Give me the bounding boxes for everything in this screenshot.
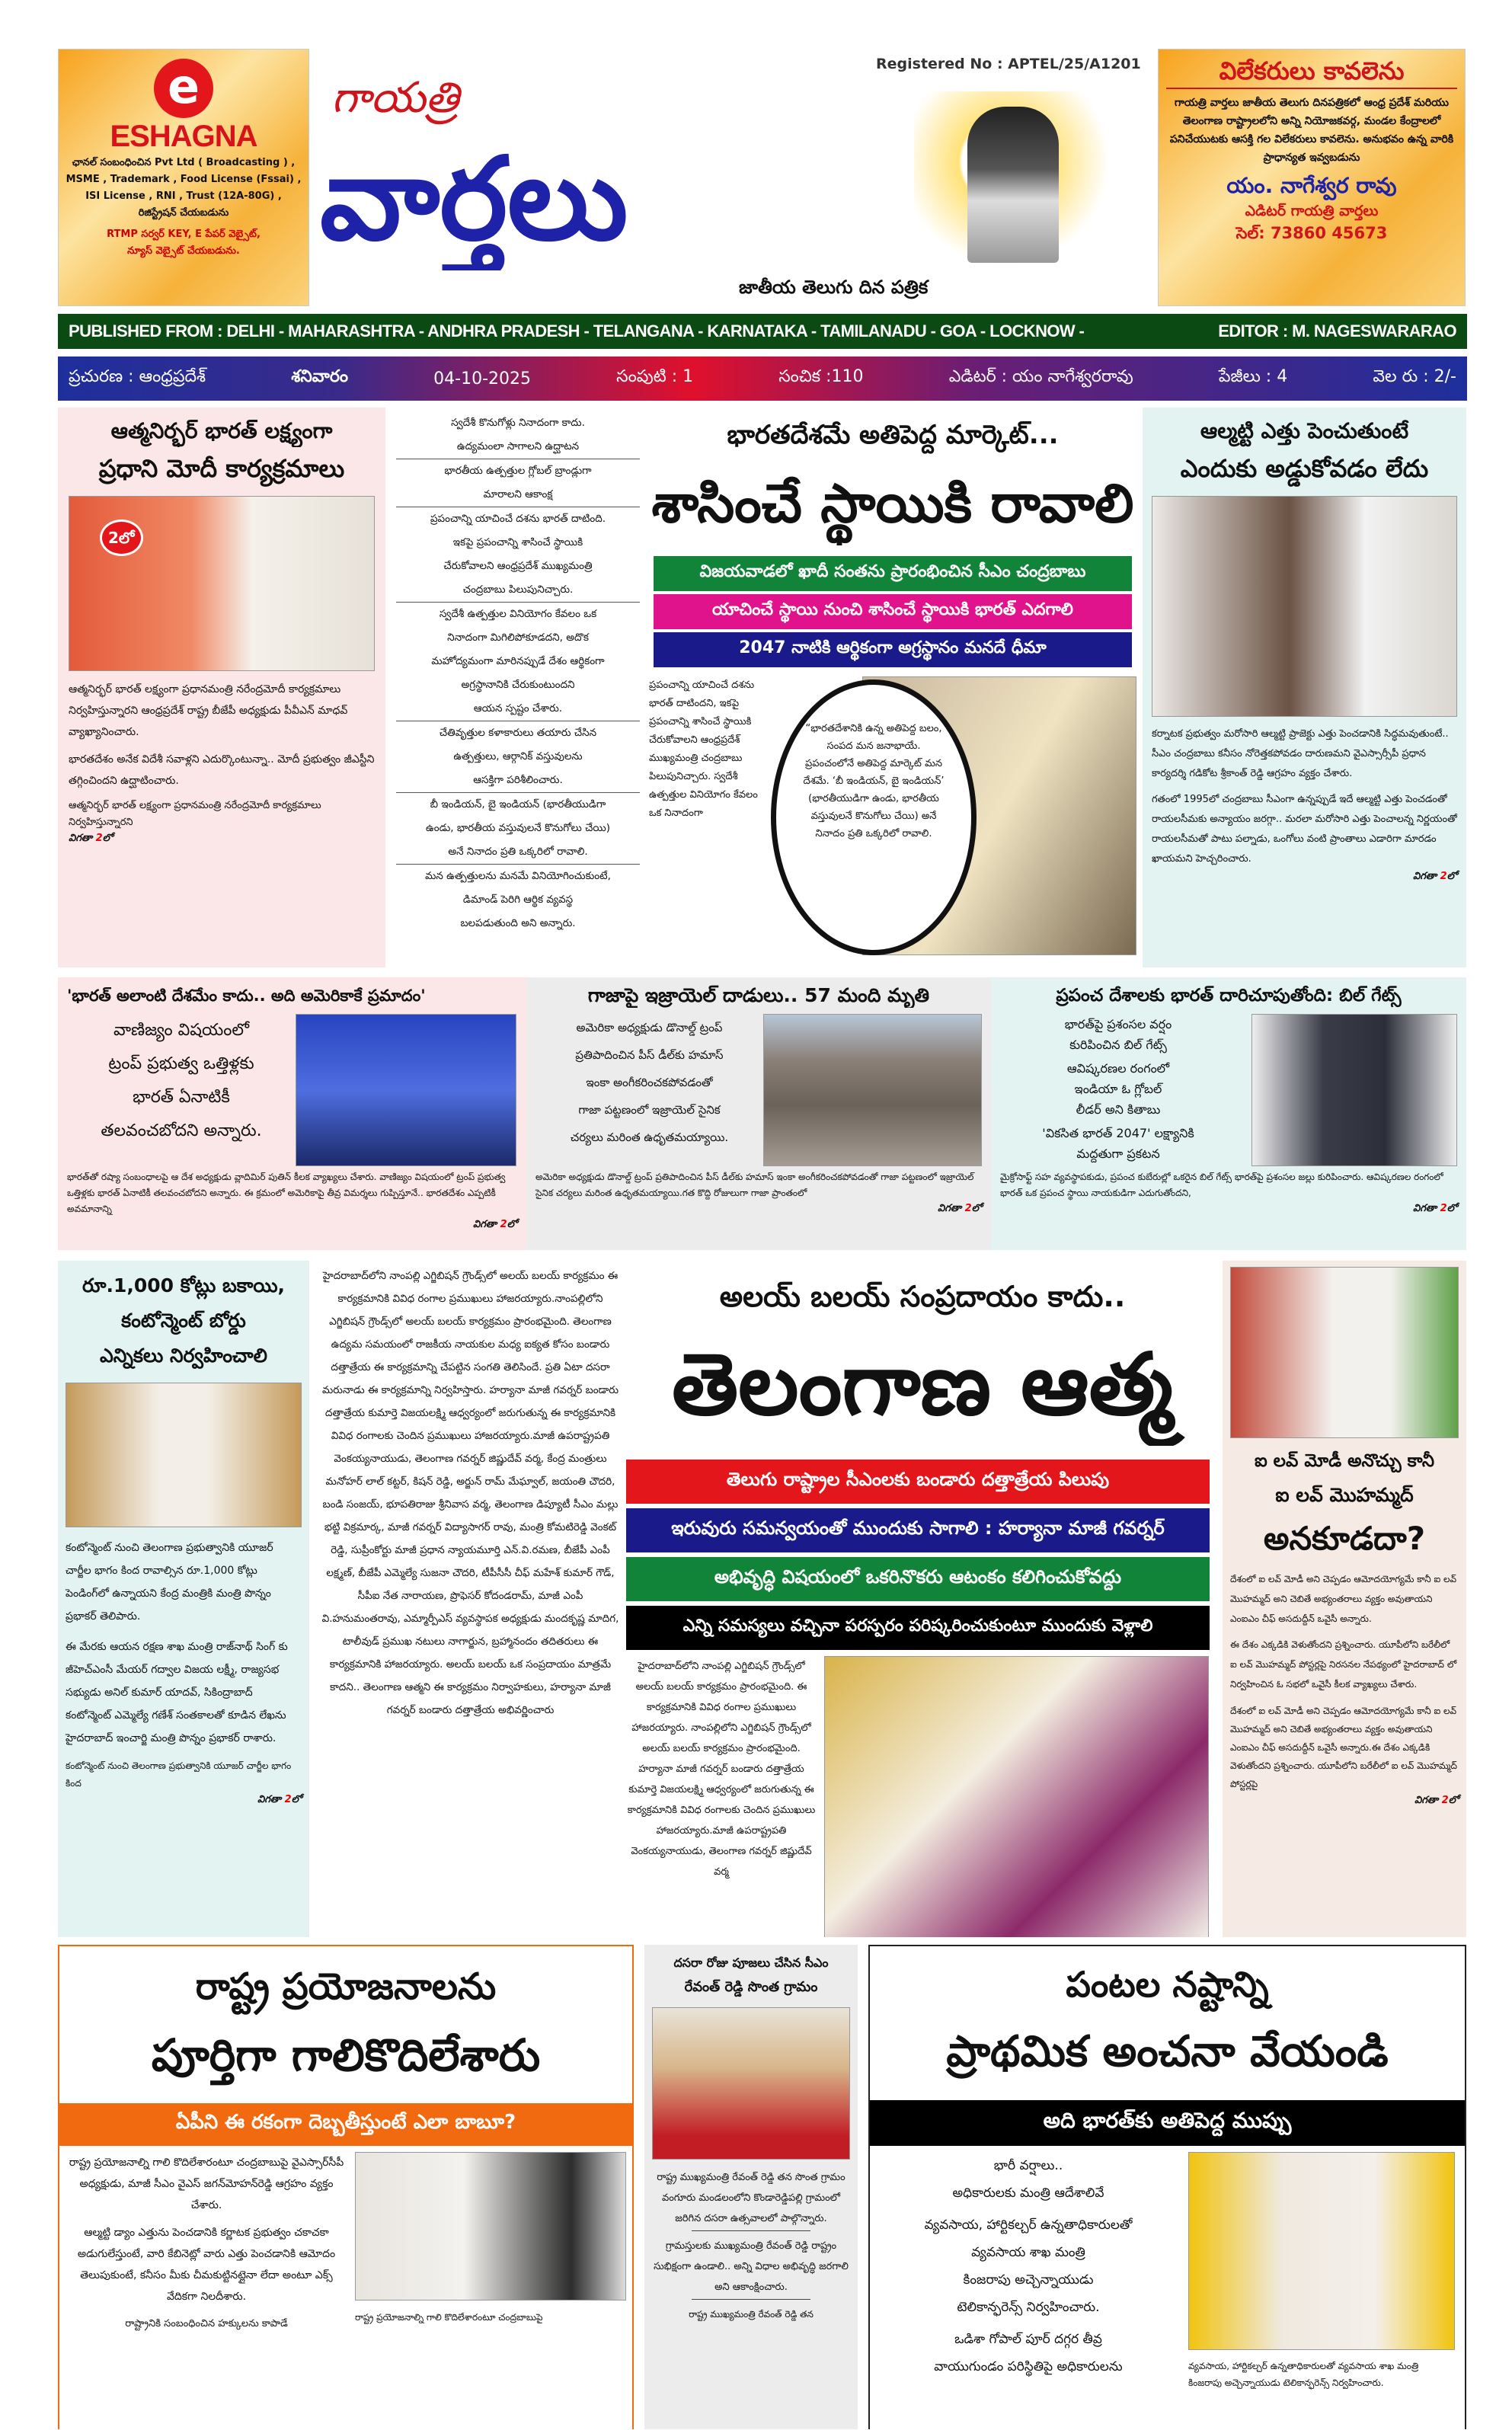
photo-bill-gates: [1251, 1014, 1457, 1166]
volume: సంపుటి : 1: [616, 367, 694, 386]
headline: ప్రధాని మోదీ కార్యక్రమాలు: [98, 454, 345, 483]
lead-line: మద్దతుగా ప్రకటన: [1076, 1146, 1160, 1161]
lead-line: కురిపించిన బిల్ గేట్స్: [1069, 1038, 1167, 1052]
article-jagan[interactable]: [58, 1945, 634, 2429]
lead-line: టెలికాన్ఫరెన్స్ నిర్వహించారు.: [957, 2300, 1100, 2315]
headline: ఐ లవ్ మొహమ్మద్: [1275, 1484, 1414, 1506]
article-text: రాష్ట్ర ముఖ్యమంత్రి రేవంత్ రెడ్డి తన: [689, 2309, 814, 2320]
headline: ఐ లవ్ మోడీ అనొచ్చు కానీ: [1254, 1451, 1435, 1471]
kicker: భారతదేశమే అతిపెద్ద మార్కెట్...: [727, 420, 1059, 450]
ad-line: RTMP సర్వర్ KEY, E పేపర్ వెబ్సైట్,: [107, 229, 261, 240]
article-bill-gates[interactable]: [991, 977, 1466, 1250]
photo-putin: [296, 1014, 516, 1166]
column-line: మహోద్యమంగా మారినప్పుడే దేశం ఆర్థికంగా: [431, 655, 605, 667]
photo-caption: రాష్ట్ర ప్రయోజనాల్ని గాలి కొదిలేశారంటూ చంద్రబాబుపై: [355, 2312, 543, 2323]
article-text: కర్నాటక ప్రభుత్వం మరోసారి ఆల్మట్టి ప్రాజెక్టు ఎత్తు పెంచడానికి సిద్ధమవుతుంటే.. సీఎం చంద్రబాబు కనీసం నోరెత్తకపోవడం దారుణమని వైఎస్సార్సీపీ ప్రధాన కార్యదర్శి గడికోట శ్రీకాంత్ రెడ్డి ఆగ్రహం వ్యక్తం చేశారు.: [1152, 728, 1449, 779]
headline: పూర్తిగా గాలికొదిలేశారు: [151, 2029, 541, 2081]
badge-2lo: 2లో: [100, 520, 143, 556]
continued-on-page-2[interactable]: విగతా 2లో: [69, 833, 113, 844]
pages: పేజీలు : 4: [1218, 367, 1288, 386]
article-text: కంటోన్మెంట్ నుంచి తెలంగాణ ప్రభుత్వానికి యూజర్ చార్జీల భాగం కింద రావాల్సిన రూ.1,000 కోట్లు పెండింగ్‌లో ఉన్నాయని కేంద్ర మంత్రికి మంత్రి పొన్నం ప్రభాకర్ తెలిపారు.: [66, 1542, 273, 1623]
quote-text: “భారతదేశానికి ఉన్న అతిపెద్ద బలం, సంపద మన జనాభాయే. ప్రపంచంలోనే అతిపెద్ద మార్కెట్ మన దేశమే. ‘బీ ఇండియన్, బై ఇండియన్’ (భారతీయుడిగా ఉండు, భారతీయ వస్తువులనే కొనుగోలు చేయి) అనే నినాదం ప్రతి ఒక్కరిలో రావాలి.: [803, 723, 945, 839]
day: శనివారం: [291, 367, 349, 386]
article-owaisi[interactable]: [1223, 1261, 1466, 1937]
article-text: అమెరికా అధ్యక్షుడు డొనాల్డ్ ట్రంప్ ప్రతిపాదించిన పీస్ డీల్‌కు హమాస్ ఇంకా అంగీకరించకపోవడంతో గాజా పట్టణంలో ఇజ్రాయెల్ సైనిక చర్యలు మరింత ఉధృతమయ్యాయి.గత కొద్ది రోజులుగా గాజా ప్రాంతంలో: [535, 1172, 974, 1198]
ad-contact-role: ఎడిటర్ గాయత్రి వార్తలు: [1245, 203, 1379, 219]
headline: ఎందుకు అడ్డుకోవడం లేదు: [1180, 454, 1429, 483]
subhead-bar: అది భారత్‌కు అతిపెద్ద ముప్పు: [870, 2100, 1465, 2146]
photo-madhav: [69, 496, 375, 671]
photo-jagan: [355, 2152, 626, 2301]
column-line: అగ్రస్థానానికి చేరుకుంటుందని: [461, 679, 575, 691]
lead-story-alai-balai[interactable]: [626, 1265, 1219, 1937]
headline: ప్రాథమిక అంచనా వేయండి: [946, 2027, 1389, 2077]
lead-line: ప్రతిపాదించిన పీస్ డీల్‌కు హమాస్: [575, 1048, 724, 1062]
headline: రేవంత్ రెడ్డి సొంత గ్రామం: [684, 1979, 818, 1995]
article-text: భారత్‌తో రష్యా సంబంధాలపై ఆ దేశ అధ్యక్షుడు వ్లాదిమిర్ పుతిన్ కీలక వ్యాఖ్యలు చేశారు. వాణిజ్యం విషయంలో ట్రంప్ ప్రభుత్వ ఒత్తిళ్లకు భారత్ ఏనాటికీ తలవంచబోదని అన్నారు. ఈ క్రమంలో అమెరికాపై తీవ్ర విమర్శలు గుప్పిస్తూనే.. భారతదేశం ఎప్పటికీ అవమానాన్ని: [67, 1172, 506, 1214]
lead-text-column: [626, 1656, 817, 1937]
main-headline: శాసించే స్థాయికి రావాలి: [651, 472, 1134, 535]
eshagna-ad[interactable]: [58, 49, 309, 306]
column-line: బలపడుతుంది అని అన్నారు.: [460, 917, 576, 929]
continued-on-page-2[interactable]: విగతా 2లో: [473, 1219, 517, 1230]
lead-line: వ్యవసాయ, హార్టికల్చర్ ఉన్నతాధికారులతో: [924, 2217, 1133, 2233]
logo-small: గాయత్రి: [331, 73, 459, 123]
headline: గాజాపై ఇజ్రాయెల్ దాడులు.. 57 మంది మృతి: [587, 984, 930, 1006]
article-text: ఆత్మనిర్భర్ భారత్ లక్ష్యంగా ప్రధానమంత్రి నరేంద్రమోదీ కార్యక్రమాలు నిర్వహిస్తున్నారని: [69, 800, 321, 828]
headline: ఆత్మనిర్భర్ భారత్ లక్ష్యంగా: [110, 418, 333, 443]
headline: రూ.1,000 కోట్లు బకాయి,: [82, 1274, 286, 1297]
registered-number: Registered No : APTEL/25/A1201: [876, 56, 1141, 72]
reporters-wanted-ad[interactable]: [1158, 49, 1466, 306]
lead-line: గాజా పట్టణంలో ఇజ్రాయెల్ సైనిక: [578, 1103, 721, 1117]
kicker: అలయ్ బలయ్ సంప్రదాయం కాదు..: [719, 1280, 1126, 1313]
article-text: కంటోన్మెంట్ నుంచి తెలంగాణ ప్రభుత్వానికి యూజర్ చార్జీల భాగం కింద: [66, 1760, 292, 1789]
lead-line: చర్యలు మరింత ఉధృతమయ్యాయి.: [570, 1130, 729, 1144]
lead-line: కింజరాపు అచ్చెన్నాయుడు: [963, 2272, 1094, 2288]
headline: రాష్ట్ర ప్రయోజనాలను: [195, 1965, 497, 2008]
column-line: చేరుకోవాలని ఆంధ్రప్రదేశ్ ముఖ్యమంత్రి: [443, 560, 593, 572]
photo-caption: వ్యవసాయ, హార్టికల్చర్ ఉన్నతాధికారులతో వ్యవసాయ శాఖ మంత్రి కింజరాపు అచ్చెన్నాయుడు టెలికాన్ఫరెన్స్ నిర్వహించారు.: [1188, 2361, 1419, 2388]
lead-line: 'వికసిత భారత్ 2047' లక్ష్యానికి: [1042, 1126, 1194, 1140]
column-line: ఉద్యమంలా సాగాలని ఉద్ఘాటన: [396, 435, 640, 459]
published-from: PUBLISHED FROM : DELHI - MAHARASHTRA - ANDHRA PRADESH - TELANGANA - KARNATAKA - TAMILANADU - GOA - LOCKNOW -: [69, 321, 1085, 341]
newspaper-reader-illustration: [914, 91, 1143, 267]
column-line: ఇకపై ప్రపంచాన్ని శాసించే స్థాయికి: [452, 536, 583, 548]
main-headline: తెలంగాణ ఆత్మ: [672, 1335, 1173, 1434]
lead-line: వాయుగుండం పరిస్థితిపై అధికారులను: [934, 2359, 1123, 2374]
article-column-alai-balai: [320, 1265, 621, 1935]
ad-title: విలేకరులు కావలెను: [1166, 54, 1457, 89]
subhead-bar: యాచించే స్థాయి నుంచి శాసించే స్థాయికి భారత్ ఎదగాలి: [654, 594, 1132, 629]
lead-line: తలవంచబోదని అన్నారు.: [101, 1121, 262, 1140]
article-text: మైక్రోసాఫ్ట్ సహ వ్యవస్థాపకుడు, ప్రపంచ కుబేరుల్లో ఒకరైన బిల్ గేట్స్ భారత్‌పై ప్రశంసల జల్లు కురిపించారు. ఆవిష్కరణల రంగంలో భారత్ ఒక ప్రపంచ స్థాయి నాయకుడిగా ఎదుగుతోందని,: [1000, 1172, 1443, 1198]
edition: ప్రచురణ : ఆంధ్రప్రదేశ్: [69, 367, 206, 386]
lead-text-column: [649, 676, 771, 958]
headline: 'భారత్ అలాంటి దేశమేం కాదు.. అది అమెరికాకే ప్రమాదం': [67, 986, 426, 1005]
divider: [692, 2299, 810, 2300]
subhead-bar: 2047 నాటికి ఆర్థికంగా అగ్రస్థానం మనదే ధీమా: [654, 632, 1132, 667]
article-text: ఈ దేశం ఎక్కడికి వెళుతోందని ప్రశ్నించారు. యూపీలోని బరేలీలో ఐ లవ్ మొహమ్మద్ పోస్టర్లపై నిరసనల నేపథ్యంలో హైదరాబాద్ లో నిర్వహించిన ఓ సభలో ఒవైసీ కీలక వ్యాఖ్యలు చేశారు.: [1230, 1639, 1457, 1690]
continued-on-page-2[interactable]: విగతా 2లో: [1415, 1795, 1459, 1806]
column-line: భారతీయ ఉత్పత్తుల గ్లోబల్ బ్రాండ్లుగా: [444, 465, 592, 477]
column-line: ఉత్పత్తులు, ఆర్గానిక్ వస్తువులను: [453, 750, 583, 763]
quote-circle: [771, 679, 977, 955]
article-text: ఆత్మనిర్భర్ భారత్ లక్ష్యంగా ప్రధానమంత్రి నరేంద్రమోదీ కార్యక్రమాలు నిర్వహిస్తున్నారని ఆంధ్రప్రదేశ్ రాష్ట్ర బీజేపీ అధ్యక్షుడు పీవీఎన్ మాధవ్ వ్యాఖ్యానించారు.: [69, 683, 348, 738]
column-line: అనే నినాదం ప్రతి ఒక్కరిలో రావాలి.: [396, 840, 640, 865]
price: వెల రు : 2/-: [1373, 367, 1456, 386]
divider: [692, 2230, 810, 2231]
lead-line: వ్యవసాయ శాఖ మంత్రి: [971, 2245, 1085, 2260]
subhead-bar: ఇరువురు సమన్వయంతో ముందుకు సాగాలి : హర్యానా మాజీ గవర్నర్: [626, 1508, 1210, 1552]
article-putin[interactable]: [58, 977, 526, 1250]
photo-gaza-ruins: [763, 1014, 982, 1166]
article-column-swadeshi: [396, 411, 640, 966]
lead-line: ఇండియా ఓ గ్లోబల్: [1074, 1082, 1162, 1096]
ad-contact-phone: సెల్: 73860 45673: [1235, 224, 1388, 242]
article-text: దేశంలో ఐ లవ్ మోడీ అని చెప్పడం ఆమోదయోగ్యమే కానీ ఐ లవ్ మొహమ్మద్ అని చెబితే అభ్యంతరాలు వ్యక్తం అవుతాయని ఎంఐఎం చీఫ్ అసదుద్దీన్ ఒవైసీ అన్నారు.ఈ దేశం ఎక్కడికి వెళుతోందని ప్రశ్నించారు. యూపీలోని బరేలీలో ఐ లవ్ మొహమ్మద్ పోస్టర్లపై: [1230, 1706, 1458, 1789]
lead-line: భారత్‌పై ప్రశంసల వర్షం: [1064, 1017, 1172, 1031]
column-line: నినాదంగా మిగిలిపోకూడదని, అదొక: [447, 631, 589, 644]
article-text: రాష్ట్ర ముఖ్యమంత్రి రేవంత్ రెడ్డి తన సొంత గ్రామం వంగూరు మండలంలోని కొండారెడ్డిపల్లి గ్రామంలో జరిగిన దసరా ఉత్సవాలలో పాల్గొన్నారు.: [657, 2172, 846, 2224]
eshagna-logo-icon: e: [154, 59, 213, 118]
photo-revanth-reddy-puja: [652, 2007, 850, 2160]
subhead-bar: ఏపీని ఈ రకంగా దెబ్బతీస్తుంటే ఎలా బాబూ?: [59, 2103, 632, 2146]
article-bjp-madhav[interactable]: [58, 408, 385, 967]
ad-line: రిజిస్ట్రేషన్ చేయబడును: [138, 207, 229, 219]
continued-on-page-2[interactable]: విగతా 2లో: [257, 1794, 302, 1805]
eshagna-brand: ESHAGNA: [110, 120, 257, 153]
article-text: దేశంలో ఐ లవ్ మోడీ అని చెప్పడం ఆమోదయోగ్యమే కానీ ఐ లవ్ మొహమ్మద్ అని చెబితే అభ్యంతరాలు వ్యక్తం అవుతాయని ఎంఐఎం చీఫ్ అసదుద్దీన్ ఒవైసీ అన్నారు.: [1230, 1574, 1457, 1624]
ad-line: MSME , Trademark , Food License (Fssai) ,: [66, 174, 302, 185]
column-line: చేతివృత్తుల కళాకారులు తయారు చేసిన: [439, 727, 597, 739]
lead-line: లీడర్ అని కితాబు: [1076, 1102, 1161, 1117]
article-text: ఈ మేరకు ఆయన రక్షణ శాఖ మంత్రి రాజ్‌నాథ్ సింగ్ కు జీహెచ్ఎంసీ మేయర్ గద్వాల విజయ లక్ష్మీ, రాజ్యసభ సభ్యుడు అనిల్ కుమార్ యాదవ్, సికింద్రాబాద్ కంటోన్మెంట్ ఎమ్మెల్యే గణేశ్ సంతకాలతో కూడిన లేఖను హైదరాబాద్ ఇంచార్జి మంత్రి పొన్నం ప్రభాకర్ రాశారు.: [66, 1641, 288, 1744]
photo-alai-balai-event: [824, 1656, 1209, 1937]
headline: దసరా రోజు పూజలు చేసిన సీఎం: [673, 1955, 829, 1970]
continued-on-page-2[interactable]: విగతా 2లో: [1413, 871, 1457, 882]
article-text: హైదరాబాద్‌లోని నాంపల్లి ఎగ్జిబిషన్ గ్రౌండ్స్‌లో అలయ్ బలయ్ కార్యక్రమం ఈ కార్యక్రమానికి వివిధ రంగాల ప్రముఖులు హాజరయ్యారు.నాంపల్లిలోని ఎగ్జిబిషన్ గ్రౌండ్స్‌లో అలయ్ బలయ్ కార్యక్రమం ప్రారంభమైంది. తెలంగాణ ఉద్యమ సమయంలో రాజకీయ నాయకుల మధ్య ఐక్యత కోసం బండారు దత్తాత్రేయ ఈ కార్యక్రమాన్ని చేపట్టిన సంగతి తెలిసిందే. ప్రతి ఏటా దసరా మరునాడు ఈ కార్యక్రమాన్ని నిర్వహిస్తారు. హర్యానా మాజీ గవర్నర్ బండారు దత్తాత్రేయ కుమార్తె విజయలక్ష్మి ఆధ్వర్యంలో జరుగుతున్న ఈ కార్యక్రమానికి వివిధ రంగాలకు చెందిన ప్రముఖులు హాజరయ్యారు.మాజీ ఉపరాష్ట్రపతి వెంకయ్యనాయుడు, తెలంగాణ గవర్నర్ జిష్ణుదేవ్ వర్మ, కేంద్ర మంత్రులు మనోహర్ లాల్ కట్టర్, కిషన్ రెడ్డి, అర్జున్ రామ్ మేఘ్వాల్, జయంతి చౌదరి, బండి సంజయ్, భూపతిరాజు శ్రీనివాస వర్మ, తెలంగాణ డిప్యూటీ సీఎం మల్లు భట్టి విక్రమార్క, మాజీ గవర్నర్ విద్యాసాగర్ రావు, మంత్రి కోమటిరెడ్డి వెంకట్ రెడ్డి, సుప్రీంకోర్టు మాజీ ప్రధాన న్యాయమూర్తి ఎన్.వి.రమణ, బీజేపీ ఎంపీ లక్ష్మణ్, బీజేపీ ఎమ్మెల్యే సుజనా చౌదరి, టీపీసీసీ చీఫ్ మహేశ్ కుమార్ గౌడ్, సీపీఐ నేత నారాయణ, ప్రొఫెసర్ కోదండరామ్, మాజీ ఎంపీ వి.హనుమంతరావు, ఎమ్మార్పీఎస్ వ్యవస్థాపక అధ్యక్షుడు మందకృష్ణ మాదిగ, టాలీవుడ్ ప్రముఖ నటులు నాగార్జున, బ్రహ్మానందం తదితరులు ఈ కార్యక్రమానికి హాజరయ్యారు. అలయ్ బలయ్ ఒక సంప్రదాయం మాత్రమే కాదని.. తెలంగాణ ఆత్మని ఈ కార్యక్రమం నిర్వాహకులు, హర్యానా మాజీ గవర్నర్ బండారు దత్తాత్రేయ అభివర్ణించారు: [321, 1270, 619, 1716]
column-line: డిమాండ్ పెరిగి ఆర్థిక వ్యవస్థ: [462, 894, 574, 906]
photo-srikanth-reddy: [1152, 496, 1457, 717]
continued-on-page-2[interactable]: విగతా 2లో: [1413, 1203, 1457, 1214]
lead-line: భారీ వర్షాలు..: [993, 2158, 1063, 2173]
article-text: హైదరాబాద్‌లోని నాంపల్లి ఎగ్జిబిషన్ గ్రౌండ్స్‌లో అలయ్ బలయ్ కార్యక్రమం ప్రారంభమైంది. ఈ కార్యక్రమానికి వివిధ రంగాల ప్రముఖులు హాజరయ్యారు. నాంపల్లిలోని ఎగ్జిబిషన్ గ్రౌండ్స్‌లో అలయ్ బలయ్ కార్యక్రమం ప్రారంభమైంది. హర్యానా మాజీ గవర్నర్ బండారు దత్తాత్రేయ కుమార్తె విజయలక్ష్మి ఆధ్వర్యంలో జరుగుతున్న ఈ కార్యక్రమానికి వివిధ రంగాలకు చెందిన ప్రముఖులు హాజరయ్యారు.మాజీ ఉపరాష్ట్రపతి వెంకయ్యనాయుడు, తెలంగాణ గవర్నర్ జిష్ణుదేవ్ వర్మ: [627, 1661, 816, 1878]
ad-line: ఛానల్ సంబంధించిన Pvt Ltd ( Broadcasting ) ,: [72, 157, 296, 168]
info-bar: [58, 357, 1467, 401]
column-line: స్వదేశీ కొనుగోళ్లు నినాదంగా కాదు.: [451, 417, 585, 429]
column-line: ఉండు, భారతీయ వస్తువులనే కొనుగోలు చేయి): [425, 822, 611, 834]
column-line: స్వదేశీ ఉత్పత్తుల వినియోగం కేవలం ఒక: [439, 608, 597, 620]
article-revanth-village[interactable]: [644, 1945, 858, 2429]
subhead-bar: ఎన్ని సమస్యలు వచ్చినా పరస్పరం పరిష్కరించుకుంటూ ముందుకు వెళ్లాలి: [626, 1606, 1210, 1650]
headline: అనకూడదా?: [1263, 1520, 1426, 1557]
column-line: ప్రపంచాన్ని యాచించే దశను భారత్ దాటింది.: [430, 513, 606, 525]
article-text: భారతదేశం అనేక విదేశీ సవాళ్లని ఎదుర్కొంటున్నా.. మోదీ ప్రభుత్వం జీఎస్టీని తగ్గించిందని ఉద్ఘాటించారు.: [69, 753, 375, 787]
lead-line: వాణిజ్యం విషయంలో: [113, 1021, 250, 1040]
article-text: రాష్ట్రానికి సంబంధించిన హక్కులను కాపాడే: [125, 2318, 288, 2329]
column-line: ఆసక్తిగా పరిశీలించారు.: [396, 769, 640, 793]
article-text: ఆల్మట్టి డ్యాం ఎత్తును పెంచడానికి కర్ణాటక ప్రభుత్వం చకాచకా అడుగులేస్తుంటే, వారి కేబినెట్లో వారు ఎత్తు పెంచడానికి ఆమోదం తెలుపుకుంటే, కనీసం మీకు చీమకుట్టినట్లైనా లేదా అంటూ ఎక్స్ వేదికగా నిలదీశారు.: [77, 2227, 336, 2303]
headline: ఎన్నికలు నిర్వహించాలి: [100, 1344, 267, 1367]
lead-story-chandrababu[interactable]: [649, 411, 1136, 966]
article-text: గ్రామస్తులకు ముఖ్యమంత్రి రేవంత్ రెడ్డి రాష్ట్రం సుభిక్షంగా ఉండాలి.. అన్ని విధాల అభివృద్ధి జరగాలి అని ఆకాంక్షించారు.: [654, 2240, 849, 2293]
article-cantonment[interactable]: [58, 1261, 309, 1937]
column-line: చంద్రబాబు పిలుపునిచ్చారు.: [396, 578, 640, 603]
column-line: ఆయన స్పష్టం చేశారు.: [396, 697, 640, 721]
subhead-bar: విజయవాడలో ఖాదీ సంతను ప్రారంభించిన సీఎం చంద్రబాబు: [654, 556, 1132, 591]
continued-on-page-2[interactable]: విగతా 2లో: [938, 1203, 982, 1214]
article-text: రాష్ట్ర ప్రయోజనాల్ని గాలి కొదిలేశారంటూ చంద్రబాబుపై వైఎస్సార్‌సీపీ అధ్యక్షుడు, మాజీ సీఎం వైఎస్ జగన్‌మోహన్‌రెడ్డి ఆగ్రహం వ్యక్తం చేశారు.: [69, 2157, 344, 2211]
date: 04-10-2025: [433, 369, 532, 388]
ad-line: న్యూస్ వెబ్సైట్ చేయబడును.: [127, 245, 240, 257]
ad-body: గాయత్రి వార్తలు జాతీయ తెలుగు దినపత్రికలో ఆంధ్ర ప్రదేశ్ మరియు తెలంగాణ రాష్ట్రాలలోని అన్ని నియోజకవర్గ, మండల కేంద్రాలలో పనిచేయుటకు ఆసక్తి గల విలేకరులు కావలెను. అనుభవం ఉన్న వారికి ప్రాధాన్యత ఇవ్వబడును: [1169, 97, 1454, 164]
subhead-bar: తెలుగు రాష్ట్రాల సీఎంలకు బండారు దత్తాత్రేయ పిలుపు: [626, 1460, 1210, 1504]
article-gaza[interactable]: [526, 977, 991, 1250]
photo-atchannaidu: [1188, 2152, 1455, 2350]
lead-line: భారత్ ఏనాటికీ: [133, 1088, 230, 1107]
published-bar: [58, 314, 1467, 349]
lead-line: ఒడిశా గోపాల్ పూర్ దగ్గర తీవ్ర: [954, 2332, 1102, 2347]
editor-name: EDITOR : M. NAGESWARARAO: [1218, 321, 1456, 341]
column-line: మన ఉత్పత్తులను మనమే వినియోగించుకుంటే,: [425, 870, 611, 882]
article-crop-loss[interactable]: [868, 1945, 1466, 2429]
photo-ponnam-prabhakar: [66, 1383, 302, 1527]
lead-line: ఆవిష్కరణల రంగంలో: [1066, 1061, 1170, 1076]
photo-owaisi: [1230, 1267, 1459, 1438]
headline: ఆల్మట్టి ఎత్తు పెంచుతుంటే: [1200, 418, 1409, 443]
lead-line: అమెరికా అధ్యక్షుడు డొనాల్డ్ ట్రంప్: [576, 1021, 723, 1034]
subhead-bar: అభివృద్ధి విషయంలో ఒకరినొకరు ఆటంకం కలిగించుకోవద్దు: [626, 1557, 1210, 1601]
masthead-logo: వార్తలు: [320, 133, 628, 266]
lead-line: ఇంకా అంగీకరించకపోవడంతో: [586, 1076, 713, 1089]
column-line: మారాలని ఆకాంక్ష: [396, 483, 640, 507]
lead-line: అధికారులకు మంత్రి ఆదేశాలివే: [952, 2185, 1104, 2201]
column-line: బీ ఇండియన్, బై ఇండియన్ (భారతీయుడిగా: [430, 798, 606, 811]
ad-line: ISI License , RNI , Trust (12A-80G) ,: [85, 190, 282, 202]
headline: పంటల నష్టాన్ని: [1066, 1964, 1269, 2005]
issue: సంచిక :110: [778, 367, 864, 386]
tagline: జాతీయ తెలుగు దిన పత్రిక: [739, 277, 929, 298]
article-text: గతంలో 1995లో చంద్రబాబు సీఎంగా ఉన్నప్పుడే ఇదే ఆల్మట్టి ఎత్తు పెంచడంతో రాయలసీమకు అన్యాయం జరగ్గా.. మరలా మరోసారి ఎత్తు పెంచాలన్న నిర్ణయంతో రాయలసీమతో పాటు పల్నాడు, ఒంగోలు వంటి ప్రాంతాలు ఎడారిగా మారడం ఖాయమని హెచ్చరించారు.: [1152, 794, 1457, 865]
headline: ప్రపంచ దేశాలకు భారత్ దారిచూపుతోంది: బిల్ గేట్స్: [1056, 986, 1402, 1006]
headline: కంటోన్మెంట్ బోర్డు: [121, 1309, 246, 1332]
ad-contact-name: యం. నాగేశ్వర రావు: [1226, 173, 1397, 198]
article-text: ప్రపంచాన్ని యాచించే దశను భారత్ దాటిందని, ఇకపై ప్రపంచాన్ని శాసించే స్థాయికి చేరుకోవాలని ఆంధ్రప్రదేశ్ ముఖ్యమంత్రి చంద్రబాబు పిలుపునిచ్చారు. స్వదేశీ ఉత్పత్తుల వినియోగం కేవలం ఒక నినాదంగా: [649, 679, 758, 819]
editor: ఎడిటర్ : యం నాగేశ్వరరావు: [948, 367, 1133, 386]
article-almatti[interactable]: [1143, 408, 1466, 967]
lead-line: ట్రంప్ ప్రభుత్వ ఒత్తిళ్లకు: [108, 1054, 254, 1073]
